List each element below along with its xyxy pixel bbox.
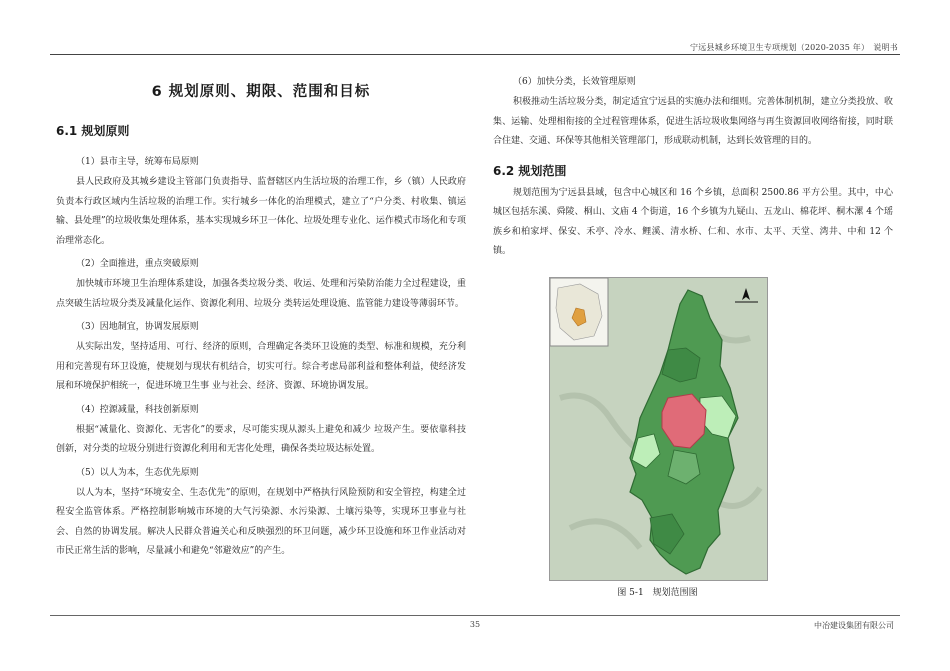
- principle-1-heading: （1）县市主导，统筹布局原则: [76, 157, 199, 167]
- principle-1-text: 县人民政府及其城乡建设主管部门负责指导、监督辖区内生活垃圾的治理工作，乡（镇）人民政府负责本行政区域内生活垃圾的治理工作。实行城乡一体化的治理模式，建立了“户分类、村收集、镇运输、县处理”的垃圾收集处理体系，基本实现城乡环卫一体化、垃圾处理专业化、运作模式市场化和专项治理常态化。: [56, 177, 466, 246]
- chapter-title: 6 规划原则、期限、范围和目标: [151, 84, 371, 100]
- principle-4-heading: （4）控源减量，科技创新原则: [76, 404, 199, 415]
- footer-rule: [50, 615, 900, 616]
- company-name: 中冶建设集团有限公司: [814, 621, 894, 630]
- principle-2-heading: （2）全面推进，重点突破原则: [76, 259, 199, 269]
- section-title-6-2: 6.2 规划范围: [493, 163, 567, 178]
- principle-3-heading: （3）因地制宜，协调发展原则: [76, 322, 199, 332]
- scope-text: 规划范围为宁远县县域，包含中心城区和 16 个乡镇，总面积 2500.86 平方公里。其中，中心城区包括东溪、舜陵、桐山、文庙 4 个街道，16 个乡镇为九疑山、五龙山、棉花坪、桐木漯 4 个瑶族乡和柏家坪、保安、禾亭、冷水、鲤溪、清水桥、仁和、水市、太平、天堂、湾井、中和 12 个镇。: [493, 187, 893, 256]
- header-rule: [50, 54, 900, 55]
- principle-2-text: 加快城市环境卫生治理体系建设，加强各类垃圾分类、收运、处理和污染防治能力全过程建设，重点突破生活垃圾分类及减量化运作、资源化利用、垃圾分 类转运处理设施、监管能力建设等薄弱环节。: [56, 279, 466, 309]
- principle-4-text: 根据“减量化、资源化、无害化”的要求，尽可能实现从源头上避免和减少 垃圾产生。要依靠科技创新，对分类的垃圾分别进行资源化利用和无害化处理，确保各类垃圾达标处置。: [56, 424, 466, 454]
- principle-6-heading: （6）加快分类，长效管理原则: [513, 77, 636, 87]
- figure-caption: 图 5-1 规划范围图: [617, 588, 698, 598]
- principle-6-text: 积极推动生活垃圾分类，制定适宜宁远县的实施办法和细则。完善体制机制，建立分类投放、收集、运输、处理相衔接的全过程管理体系，促进生活垃圾收集网络与再生资源回收网络衔接，同时联合住建、交通、环保等其他相关管理部门，形成联动机制，达到长效管理的目的。: [493, 97, 893, 146]
- right-column: [493, 72, 893, 265]
- planning-scope-map: [549, 277, 768, 581]
- map-graphic: [550, 278, 767, 580]
- principle-3-text: 从实际出发，坚持适用、可行、经济的原则，合理确定各类环卫设施的类型、标准和规模，充分利用和完善现有环卫设施，使规划与现状有机结合，切实可行。综合考虑局部利益和整体利益，使经济发展和环境保护相统一，促进环境卫生事 业与社会、经济、资源、环境协调发展。: [56, 342, 466, 391]
- left-column: [56, 72, 466, 565]
- header-title: 宁远县城乡环境卫生专项规划（2020-2035 年） 说明书: [690, 43, 898, 52]
- principle-5-heading: （5）以人为本，生态优先原则: [76, 467, 199, 478]
- section-title-6-1: 6.1 规划原则: [56, 124, 130, 138]
- page-number: 35: [469, 620, 481, 629]
- principle-5-text: 以人为本，坚持“环境安全、生态优先”的原则，在规划中严格执行风险预防和安全管控，构建全过程安全监管体系。严格控制影响城市环境的大气污染源、水污染源、土壤污染等，实现环卫事业与社会、自然的协调发展。解决人民群众普遍关心和反映强烈的环卫问题，减少环卫设施和环卫作业活动对市民正常生活的影响，尽量减小和避免“邻避效应”的产生。: [56, 487, 466, 556]
